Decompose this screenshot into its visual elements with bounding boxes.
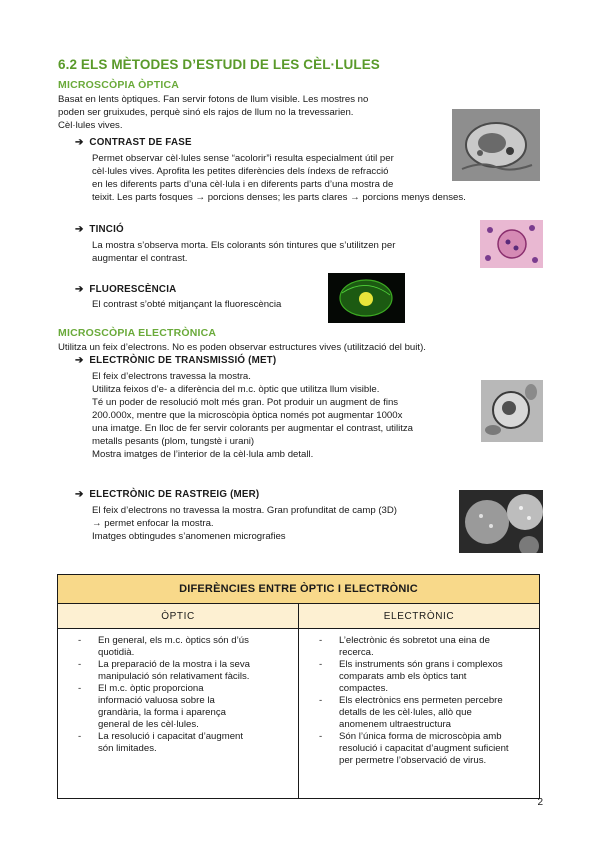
- page-number: 2: [537, 797, 543, 808]
- optica-intro-line: poden ser gruixudes, perquè sinó els rajos de llum no la trevessarien.: [58, 107, 354, 118]
- sem-micrograph-image: [459, 490, 543, 553]
- fase-label: CONTRAST DE FASE: [89, 137, 192, 148]
- met-line: El feix d’electrons travessa la mostra.: [92, 371, 251, 382]
- electronic-cell: [299, 629, 540, 799]
- met-bullet: [75, 355, 276, 366]
- electronic-list: [319, 635, 513, 767]
- fase-line: teixit. Les parts fosques → porcions denses; les parts clares → porcions menys denses.: [92, 192, 466, 203]
- optica-heading: MICROSCÒPIA ÒPTICA: [58, 79, 180, 91]
- met-line: metalls pesants (plom, tungstè i urani): [92, 436, 255, 447]
- page-title: 6.2 ELS MÈTODES D’ESTUDI DE LES CÈL·LULES: [58, 57, 380, 72]
- met-line: Té un poder de resolució molt més gran. Pot produir un augment de fins: [92, 397, 399, 408]
- fluorescence-image: [328, 273, 405, 323]
- list-item: - La resolució i capacitat d’augment són limitades.: [78, 731, 250, 755]
- list-item: - Són l’única forma de microscòpia amb resolució i capacitat d’augment suficient per permetre l’observació de virus.: [319, 731, 513, 767]
- tincio-text: [92, 239, 472, 265]
- fluor-line: El contrast s’obté mitjançant la fluorescència: [92, 299, 282, 310]
- stained-tissue-image: [480, 220, 543, 268]
- list-item: - La preparació de la mostra i la seva manipulació són relativament fàcils.: [78, 659, 250, 683]
- list-item: - El m.c. òptic proporciona informació valuosa sobre la grandària, la forma i aparença general de les cèl·lules.: [78, 683, 250, 731]
- tem-micrograph-image: [481, 380, 543, 442]
- electronica-intro: Utilitza un feix d’electrons. No es poden observar estructures vives (utilització del buit).: [58, 342, 426, 353]
- list-item: - L’electrònic és sobretot una eina de recerca.: [319, 635, 513, 659]
- mer-label: ELECTRÒNIC DE RASTREIG (MER): [89, 489, 260, 500]
- fluor-bullet: [75, 284, 176, 295]
- fase-line: Permet observar cèl·lules sense “acolorir”i resulta especialment útil per: [92, 153, 394, 164]
- fluor-label: FLUORESCÈNCIA: [89, 284, 177, 295]
- mer-line: → permet enfocar la mostra.: [92, 518, 214, 529]
- fase-line: en les diferents parts d’una cèl·lula i en diferents parts d’una mostra de: [92, 179, 394, 190]
- phase-contrast-image: [452, 109, 540, 181]
- arrow-right-icon: ➔: [75, 224, 84, 235]
- electronica-heading: MICROSCÒPIA ELECTRÒNICA: [58, 327, 217, 339]
- list-item: - En general, els m.c. òptics són d’ús quotidià.: [78, 635, 250, 659]
- met-line: 200.000x, mentre que la microscòpia òptica només pot augmentar 1000x: [92, 410, 403, 421]
- column-header-electronic: ELECTRÒNIC: [299, 604, 540, 629]
- optica-intro-line: Basat en lents òptiques. Fan servir fotons de llum visible. Les mostres no: [58, 94, 369, 105]
- mer-bullet: [75, 489, 259, 500]
- list-item: - Els electrònics ens permeten percebre detalls de les cèl·lules, allò que anomenem ultraestructura: [319, 695, 513, 731]
- tincio-line: La mostra s’observa morta. Els colorants són tintures que s’utilitzen per: [92, 240, 396, 251]
- comparison-title: DIFERÈNCIES ENTRE ÒPTIC I ELECTRÒNIC: [58, 575, 540, 604]
- mer-line: Imatges obtingudes s’anomenen micrografies: [92, 531, 286, 542]
- arrow-right-icon: ➔: [75, 355, 84, 366]
- arrow-right-icon: ➔: [75, 284, 84, 295]
- tincio-label: TINCIÓ: [89, 224, 124, 235]
- met-line: Utilitza feixos d’e- a diferència del m.c. òptic que utilitza llum visible.: [92, 384, 380, 395]
- list-item: - Els instruments són grans i complexos comparats amb els òptics tant compactes.: [319, 659, 513, 695]
- optic-list: [78, 635, 250, 755]
- arrow-right-icon: ➔: [75, 137, 84, 148]
- met-line: Mostra imatges de l’interior de la cèl·lula amb detall.: [92, 449, 314, 460]
- fase-line: cèl·lules vives. Aprofita les petites diferències dels índexs de refracció: [92, 166, 389, 177]
- met-label: ELECTRÒNIC DE TRANSMISSIÓ (MET): [89, 355, 277, 366]
- fase-bullet: [75, 137, 192, 148]
- tincio-bullet: [75, 224, 124, 235]
- optic-cell: [58, 629, 299, 799]
- column-header-optic: ÒPTIC: [58, 604, 299, 629]
- comparison-table: [57, 574, 540, 799]
- mer-text: [92, 504, 462, 543]
- met-line: una imatge. En lloc de fer servir colorants per augmentar el contrast, utilitza: [92, 423, 414, 434]
- arrow-right-icon: ➔: [75, 489, 84, 500]
- tincio-line: augmentar el contrast.: [92, 253, 188, 264]
- mer-line: El feix d’electrons no travessa la mostra. Gran profunditat de camp (3D): [92, 505, 398, 516]
- optica-intro: [58, 93, 458, 132]
- optica-intro-line: Cèl·lules vives.: [58, 120, 123, 131]
- met-text: [92, 370, 487, 461]
